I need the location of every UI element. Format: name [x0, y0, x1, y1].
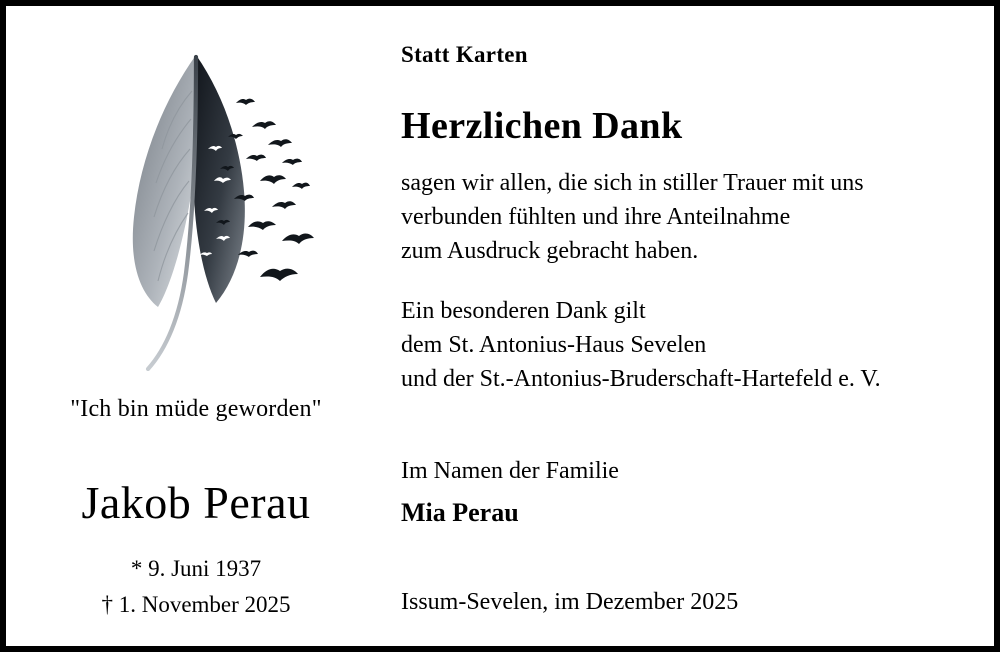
statt-karten-label: Statt Karten	[401, 42, 528, 67]
life-dates	[6, 551, 386, 623]
feather-with-birds-icon	[96, 41, 346, 371]
special-thanks-line: dem St. Antonius-Haus Sevelen	[401, 332, 707, 358]
special-thanks-block	[401, 294, 881, 396]
family-label: Im Namen der Familie	[401, 458, 619, 484]
place-and-date: Issum-Sevelen, im Dezember 2025	[401, 589, 739, 615]
death-date: † 1. November 2025	[101, 592, 291, 617]
deceased-name: Jakob Perau	[81, 477, 311, 528]
thanks-body-line: sagen wir allen, die sich in stiller Trauer mit uns	[401, 170, 864, 196]
thanks-heading: Herzlichen Dank	[401, 105, 683, 147]
birth-date: * 9. Juni 1937	[130, 556, 262, 581]
right-column	[396, 6, 994, 646]
thanks-body	[401, 166, 864, 268]
feather-illustration	[96, 41, 346, 371]
special-thanks-line: und der St.-Antonius-Bruderschaft-Hartefeld e. V.	[401, 366, 881, 392]
special-thanks-line: Ein besonderen Dank gilt	[401, 298, 646, 324]
family-name: Mia Perau	[401, 498, 519, 527]
card-inner	[6, 6, 994, 646]
left-column	[6, 6, 386, 646]
thanks-body-line: verbunden fühlten und ihre Anteilnahme	[401, 204, 791, 230]
thanks-body-line: zum Ausdruck gebracht haben.	[401, 238, 699, 264]
memorial-quote: "Ich bin müde geworden"	[70, 396, 322, 422]
